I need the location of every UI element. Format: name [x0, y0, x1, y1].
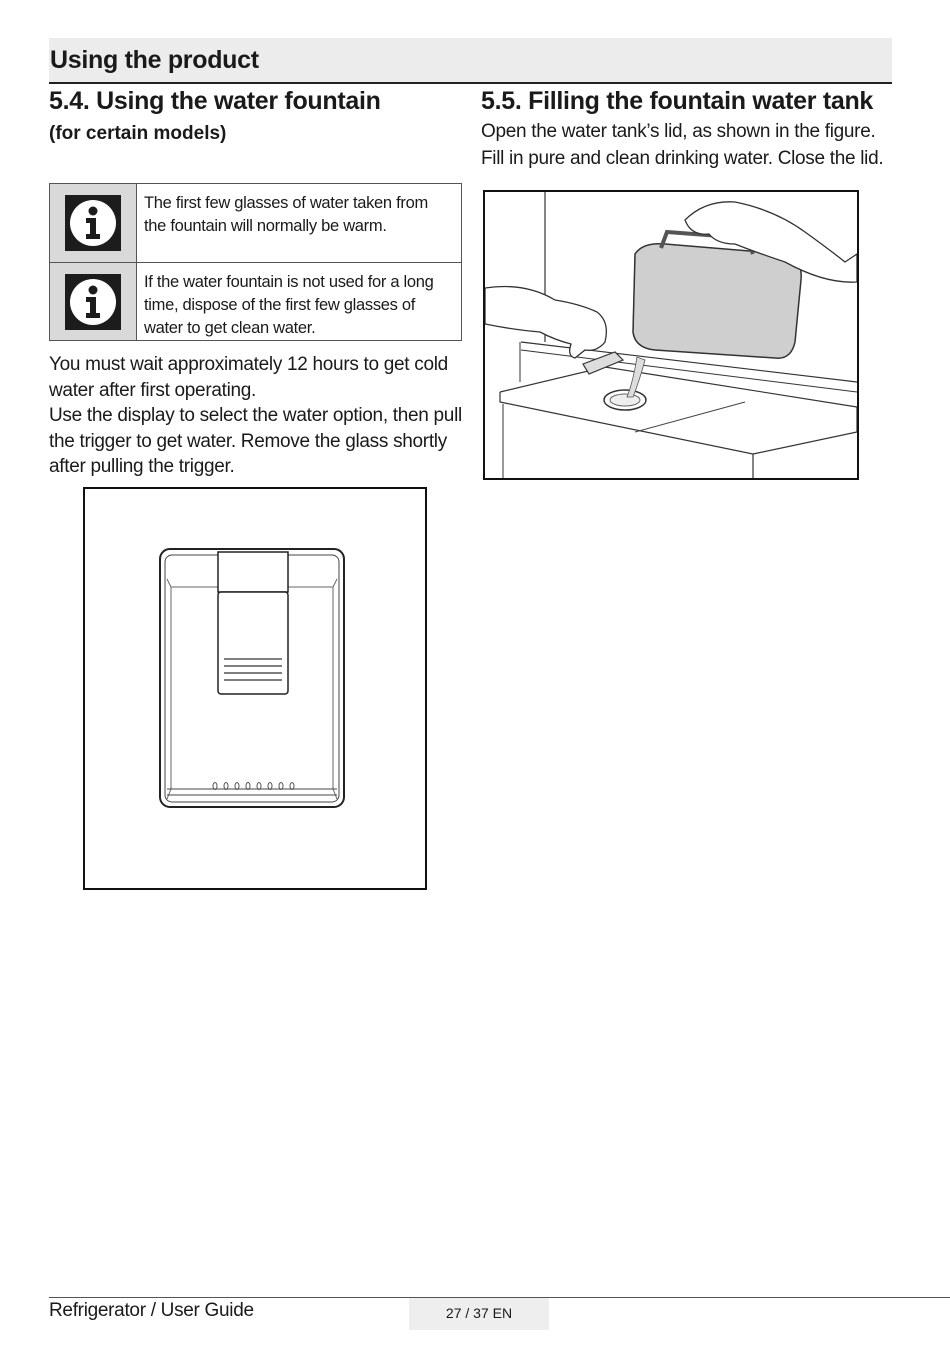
- water-fountain-figure: [83, 487, 427, 890]
- section-header: [49, 38, 892, 84]
- section-title: Using the product: [50, 46, 259, 74]
- water-dispenser-illustration: [85, 489, 425, 888]
- filling-tank-figure: [483, 190, 859, 480]
- info-icon: [65, 195, 121, 251]
- info-note-text: If the water fountain is not used for a long time, dispose of the first few glasses of water to get clean water.: [144, 273, 434, 337]
- info-icon: [65, 274, 121, 330]
- heading-water-fountain: 5.4. Using the water fountain: [49, 87, 381, 115]
- paragraph-wait-cold: You must wait approximately 12 hours to get cold water after first operating.: [49, 354, 448, 401]
- heading-filling-tank: 5.5. Filling the fountain water tank: [481, 87, 874, 115]
- filling-tank-illustration: [485, 192, 857, 478]
- paragraph-use-display: Use the display to select the water option, then pull the trigger to get water. Remove the glass shortly after pulling the trigger.: [49, 405, 462, 477]
- subheading-certain-models: (for certain models): [49, 123, 227, 144]
- page-number: 27 / 37 EN: [409, 1298, 549, 1330]
- info-note-row: [50, 184, 461, 263]
- footer-doc-title: Refrigerator / User Guide: [49, 1300, 254, 1321]
- info-note-text: The first few glasses of water taken from the fountain will normally be warm.: [144, 194, 428, 235]
- info-icon-cell: [50, 263, 137, 340]
- instruction-text: [49, 352, 465, 480]
- info-note-row: [50, 263, 461, 340]
- info-icon-cell: [50, 184, 137, 262]
- info-notes-table: [49, 183, 462, 341]
- paragraph-filling-tank: Open the water tank’s lid, as shown in the figure. Fill in pure and clean drinking water. Close the lid.: [481, 121, 884, 169]
